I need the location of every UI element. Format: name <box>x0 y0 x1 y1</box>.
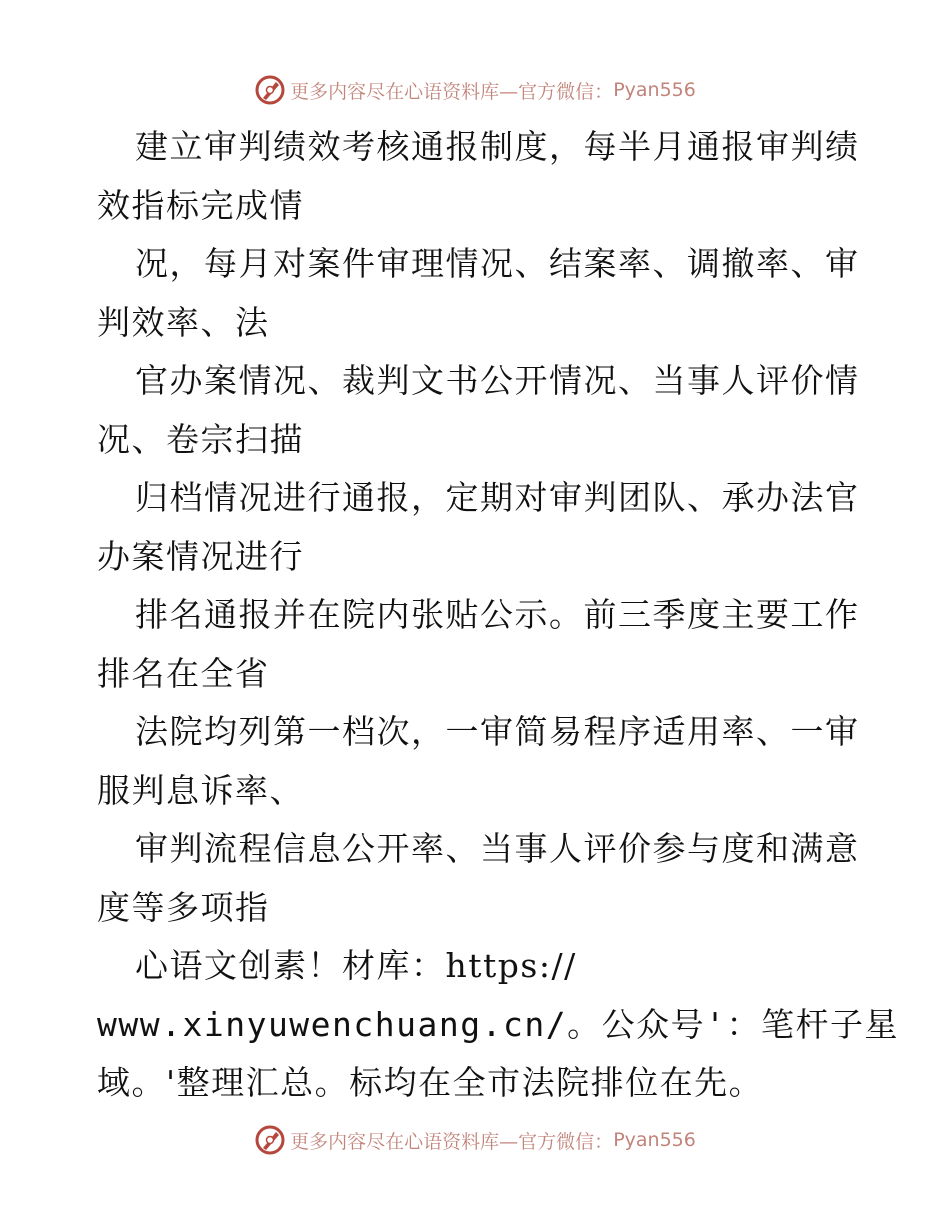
banner-brand-text: 更多内容尽在心语资料库— <box>290 1130 519 1153</box>
banner-wechat-label: 官方微信： <box>518 1130 614 1153</box>
text-line: 法院均列第一档次，一审简易程序适用率、一审 <box>135 712 860 751</box>
text-line: 办案情况进行 <box>97 536 304 576</box>
text-line: 服判息诉率、 <box>97 770 304 810</box>
banner-wechat-id: Pyan556 <box>613 1129 696 1151</box>
text-line: 归档情况进行通报，定期对审判团队、承办法官 <box>135 478 860 517</box>
header-banner <box>0 70 950 110</box>
text-line: 建立审判绩效考核通报制度，每半月通报审判绩 <box>135 127 860 166</box>
document-body <box>97 118 899 1113</box>
text-line: 排名通报并在院内张贴公示。前三季度主要工作 <box>135 595 860 634</box>
footer-banner <box>0 1120 950 1160</box>
banner-wechat-id: Pyan556 <box>613 79 696 101</box>
text-line: 官办案情况、裁判文书公开情况、当事人评价情 <box>135 361 860 400</box>
text-line: 度等多项指 <box>97 887 270 927</box>
text-line: www.xinyuwenchuang.cn/。公众号'：笔杆子星 <box>97 1004 899 1044</box>
banner-brand-text: 更多内容尽在心语资料库— <box>290 80 519 103</box>
text-line: 况、卷宗扫描 <box>97 419 304 459</box>
text-line: 审判流程信息公开率、当事人评价参与度和满意 <box>135 829 860 868</box>
text-line: 效指标完成情 <box>97 185 304 225</box>
text-line: 况，每月对案件审理情况、结案率、调撤率、审 <box>135 244 860 283</box>
text-line: 心语文创素！材库：https:// <box>135 946 577 985</box>
text-line: 排名在全省 <box>97 653 270 693</box>
text-line: 域。'整理汇总。标均在全市法院排位在先。 <box>97 1063 764 1102</box>
quill-seal-icon <box>254 1124 286 1156</box>
text-line: 判效率、法 <box>97 302 270 342</box>
quill-seal-icon <box>254 74 286 106</box>
banner-wechat-label: 官方微信： <box>518 80 614 103</box>
